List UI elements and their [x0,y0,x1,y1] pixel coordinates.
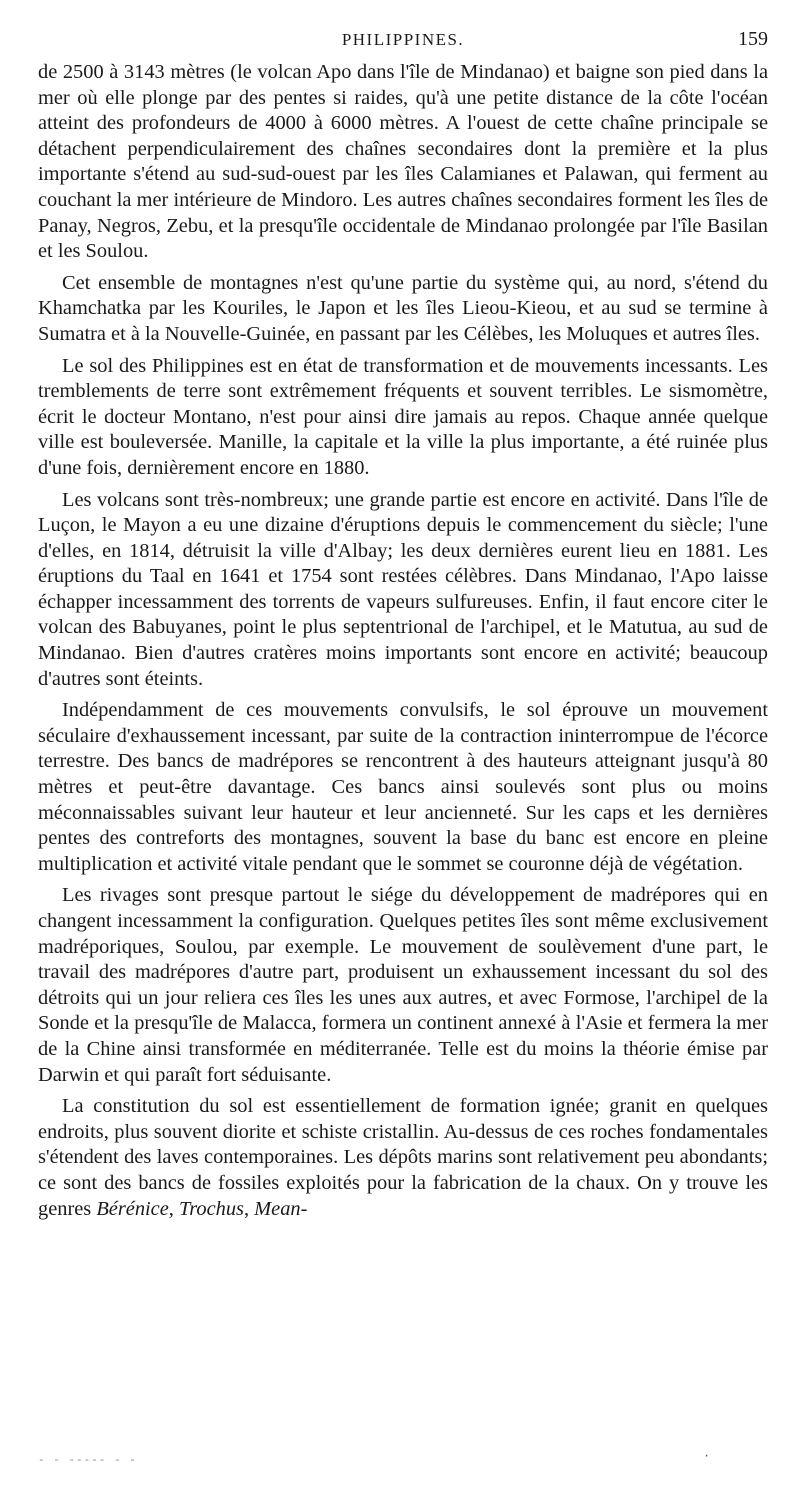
page-number: 159 [738,28,768,50]
footer-rule [38,1449,768,1467]
genus-name-hyphenated: Mean- [254,1197,308,1220]
genus-name: Trochus [178,1197,244,1220]
running-head [38,30,768,56]
book-page [38,30,768,1228]
running-head-title: PHILIPPINES. [341,30,465,49]
body-text [38,60,768,1222]
paragraph: Cet ensemble de montagnes n'est qu'une partie du système qui, au nord, s'étend du Khamchatka par les Kouriles, le Japon et les îles Lieou-Kieou, et au sud se termine à Sumatra et à la Nouvelle-Guinée, en passant par les Célèbes, les Moluques et autres îles. [38,271,768,345]
genus-name: Bérénice [96,1197,169,1220]
paragraph: Le sol des Philippines est en état de transformation et de mouvements incessants. Les tremblements de terre sont extrêmement fréquents et souvent terribles. Le sismomètre, écrit le docteur Montano, n'est pour ainsi dire jamais au repos. Chaque année quelque ville est bouleversée. Manille, la capitale et la ville la plus importante, a été ruinée plus d'une fois, dernièrement encore en 1880. [38,354,768,479]
footer-dashes-text: - - ----- - - [38,1455,137,1467]
paragraph: Indépendamment de ces mouvements convulsifs, le sol éprouve un mouvement séculaire d'exhaussement incessant, par suite de la contraction ininterrompue de l'écorce terrestre. Des bancs de madrépores se rencontrent à des hauteurs atteignant jusqu'à 80 mètres et peut-être davantage. Ces bancs ainsi soulevés sont plus ou moins méconnaissables suivant leur hauteur et leur ancienneté. Sur les caps et les dernières pentes des contreforts des montagnes, souvent la base du banc est encore en pleine multiplication et activité vitale pendant que le sommet se couronne déjà de végétation. [38,699,768,875]
paragraph-text: La constitution du sol est essentiellement de formation ignée; granit en quelques endroits, plus souvent diorite et schiste cristallin. Au-dessus de ces roches fondamentales s'étendent des laves contemporaines. Les dépôts marins sont relativement peu abondants; ce sont des bancs de fossiles exploités pour la fabrication de la chaux. On y trouve les genres [38,1095,768,1220]
footer-mark: · [703,1449,712,1463]
separator: , [168,1197,179,1220]
separator: , [243,1197,255,1220]
paragraph: Les volcans sont très-nombreux; une grande partie est encore en activité. Dans l'île de Luçon, le Mayon a eu une dizaine d'éruptions depuis le commencement du siècle; l'une d'elles, en 1814, détruisit la ville d'Albay; les deux dernières eurent lieu en 1881. Les éruptions du Taal en 1641 et 1754 sont restées célèbres. Dans Mindanao, l'Apo laisse échapper incessamment des torrents de vapeurs sulfureuses. Enfin, il faut encore citer le volcan des Babuyanes, point le plus septentrional de l'archipel, et le Matutua, au sud de Mindanao. Bien d'autres cratères moins importants sont encore en activité; beaucoup d'autres sont éteints. [38,488,768,690]
paragraph-continuation: de 2500 à 3143 mètres (le volcan Apo dans l'île de Mindanao) et baigne son pied dans la mer où elle plonge par des pentes si raides, qu'à une petite distance de la côte l'océan atteint des profondeurs de 4000 à 6000 mètres. A l'ouest de cette chaîne principale se détachent perpendiculairement des chaînes secondaires dont la première et la plus importante s'étend au sud-sud-ouest par les îles Calamianes et Palawan, qui ferment au couchant la mer intérieure de Mindoro. Les autres chaînes secondaires forment les îles de Panay, Negros, Zebu, et la presqu'île occidentale de Mindanao prolongée par l'île Basilan et les Soulou. [38,61,768,263]
paragraph: Les rivages sont presque partout le siége du développement de madrépores qui en changent incessamment la configuration. Quelques petites îles sont même exclusivement madréporiques, Soulou, par exemple. Le mouvement de soulèvement d'une part, le travail des madrépores d'autre part, produisent un exhaussement incessant du sol des détroits qui un jour reliera ces îles les unes aux autres, et avec Formose, l'archipel de la Sonde et la presqu'île de Malacca, formera un continent annexé à l'Asie et fermera la mer de la Chine ainsi transformée en méditerranée. Telle est du moins la théorie émise par Darwin et qui paraît fort séduisante. [38,884,768,1086]
paragraph-last [38,1094,768,1222]
